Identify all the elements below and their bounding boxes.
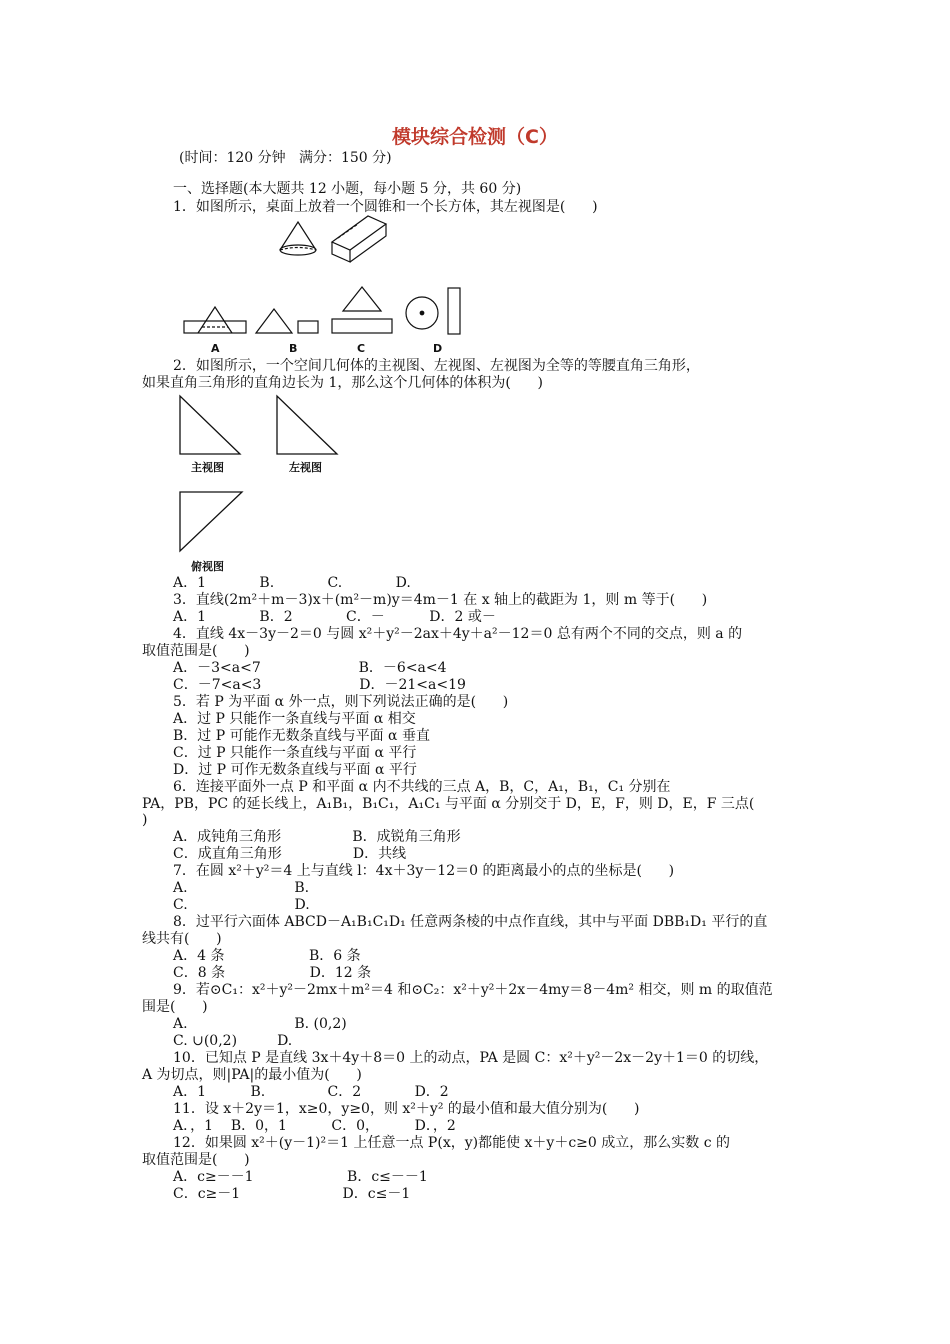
section-heading: 一、选择题(本大题共 12 小题，每小题 5 分，共 60 分): [173, 181, 522, 197]
text-line: A．c≥－－1 B．c≤－－1: [173, 1169, 428, 1185]
text-line: 6．连接平面外一点 P 和平面 α 内不共线的三点 A，B，C，A₁，B₁，C₁ 分别在: [173, 779, 671, 795]
exam-meta: (时间：120 分钟 满分：150 分): [179, 150, 392, 166]
option-label-b: B: [289, 342, 298, 355]
text-line: 12．如果圆 x²＋(y－1)²＝1 上任意一点 P(x，y)都能使 x＋y＋c≥0 成立，那么实数 c 的: [173, 1135, 731, 1151]
text-line: 8．过平行六面体 ABCD－A₁B₁C₁D₁ 任意两条棱的中点作直线，其中与平面 DBB₁D₁ 平行的直: [173, 914, 768, 930]
question-1-stem: 1．如图所示，桌面上放着一个圆锥和一个长方体，其左视图是( ): [173, 199, 598, 215]
text-line: A．，1 B．0，1 C．0， D．，2: [173, 1118, 456, 1134]
question-2-options: A．1 B. C. D.: [173, 575, 411, 591]
text-line: 5．若 P 为平面 α 外一点，则下列说法正确的是( ): [173, 694, 509, 710]
text-line: C. ∪(0,2) D.: [173, 1033, 293, 1049]
text-line: ): [142, 812, 148, 828]
text-line: D．过 P 可作无数条直线与平面 α 平行: [173, 762, 417, 778]
text-line: 9．若⊙C₁：x²＋y²－2mx＋m²＝4 和⊙C₂：x²＋y²＋2x－4my＝8－4m² 相交，则 m 的取值范: [173, 982, 773, 998]
text-line: A．1 B. C．2 D．2: [173, 1084, 449, 1100]
top-view-caption: 俯视图: [191, 560, 224, 573]
text-line: C．c≥－1 D．c≤－1: [173, 1186, 411, 1202]
text-line: A．－3<a<7 B．－6<a<4: [173, 660, 447, 676]
three-view-figure-top: [176, 394, 346, 456]
text-line: A. B.: [173, 880, 310, 896]
text-line: A．过 P 只能作一条直线与平面 α 相交: [173, 711, 416, 727]
left-view-caption: 左视图: [289, 461, 322, 474]
text-line: A．4 条 B．6 条: [173, 948, 361, 964]
text-line: 7．在圆 x²＋y²＝4 上与直线 l：4x＋3y－12＝0 的距离最小的点的坐标是( ): [173, 863, 675, 879]
text-line: C．－7<a<3 D．－21<a<19: [173, 677, 466, 693]
text-line: 4．直线 4x－3y－2＝0 与圆 x²＋y²－2ax＋4y＋a²－12＝0 总有两个不同的交点，则 a 的: [173, 626, 743, 642]
text-line: C．成直角三角形 D．共线: [173, 846, 407, 862]
text-line: C．过 P 只能作一条直线与平面 α 平行: [173, 745, 417, 761]
option-label-a: A: [211, 342, 220, 355]
text-line: A. B. (0,2): [173, 1016, 347, 1032]
option-label-c: C: [357, 342, 366, 355]
text-line: C. D.: [173, 897, 310, 913]
text-line: 10．已知点 P 是直线 3x＋4y＋8＝0 上的动点，PA 是圆 C：x²＋y²－2x－2y＋1＝0 的切线，: [173, 1050, 769, 1066]
text-line: 3．直线(2m²＋m－3)x＋(m²－m)y＝4m－1 在 x 轴上的截距为 1，则 m 等于( ): [173, 592, 708, 608]
option-label-d: D: [433, 342, 443, 355]
text-line: B．过 P 可能作无数条直线与平面 α 垂直: [173, 728, 430, 744]
question-2-stem-line-2: 如果直角三角形的直角边长为 1，那么这个几何体的体积为( ): [142, 375, 543, 391]
text-line: A 为切点，则|PA|的最小值为( ): [142, 1067, 362, 1083]
text-line: A．1 B．2 C．－ D．2 或－: [173, 609, 496, 625]
text-line: 11．设 x＋2y＝1，x≥0，y≥0，则 x²＋y² 的最小值和最大值分别为( ): [173, 1101, 640, 1117]
text-line: C．8 条 D．12 条: [173, 965, 372, 981]
cone-and-box-figure: [270, 214, 410, 264]
text-line: 取值范围是( ): [142, 1152, 250, 1168]
question-2-stem-line-1: 2．如图所示，一个空间几何体的主视图、左视图、左视图为全等的等腰直角三角形，: [173, 358, 700, 374]
text-line: PA，PB，PC 的延长线上，A₁B₁，B₁C₁，A₁C₁ 与平面 α 分别交于 D，E，F，则 D，E，F 三点(: [142, 796, 755, 812]
text-line: 线共有( ): [142, 931, 222, 947]
text-line: 取值范围是( ): [142, 643, 250, 659]
text-line: 围是( ): [142, 999, 208, 1015]
text-line: A．成钝角三角形 B．成锐角三角形: [173, 829, 461, 845]
top-view-figure: [176, 489, 246, 554]
front-view-caption: 主视图: [191, 461, 224, 474]
page-title: 模块综合检测（C）: [392, 126, 558, 148]
